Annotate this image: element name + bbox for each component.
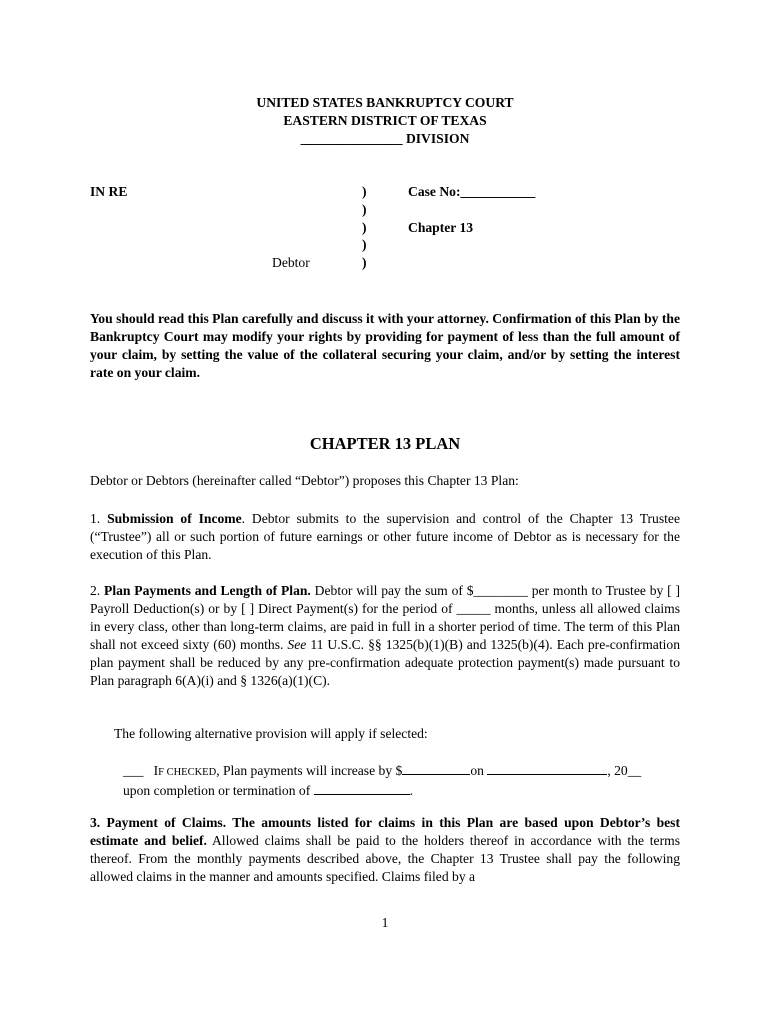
caption-paren: ) <box>362 219 367 235</box>
caption-parens <box>362 183 367 272</box>
section-2-number: 2. <box>90 583 101 598</box>
section-1-heading: Submission of Income <box>107 511 242 526</box>
section-3-heading: . Payment of Claims. The amounts listed for claims in this Plan are based upon Debtor’s best estimate and belief. <box>90 815 680 848</box>
section-2-paragraph <box>90 582 680 690</box>
division-name: _______________ DIVISION <box>300 131 470 146</box>
caption-paren: ) <box>362 201 367 217</box>
debtor-label: Debtor <box>272 255 310 270</box>
caption-paren: ) <box>362 184 367 199</box>
section-1-paragraph <box>90 510 680 564</box>
intro-paragraph: Debtor or Debtors (hereinafter called “Debtor”) proposes this Chapter 13 Plan: <box>90 473 519 488</box>
page-number: 1 <box>381 915 389 930</box>
year-label: , 20__ <box>607 763 642 778</box>
case-number: Case No:___________ <box>408 184 536 199</box>
caption-paren: ) <box>362 237 367 253</box>
alternative-provision: The following alternative provision will apply if selected: <box>114 726 428 741</box>
district-name: EASTERN DISTRICT OF TEXAS <box>283 113 487 128</box>
section-3-paragraph <box>90 814 680 886</box>
attorney-notice: You should read this Plan carefully and discuss it with your attorney. Confirmation of this Plan by the Bankruptcy Court may modify your rights by providing for payment of less than the full amount of your claim, by setting the value of the collateral securing your claim, and/or by setting the interest rate on your claim. <box>90 311 680 380</box>
on-label: on <box>470 763 484 778</box>
see-citation: See <box>287 637 307 652</box>
section-3-text: Allowed claims shall be paid to the holders thereof in accordance with the terms thereof. From the monthly payments described above, the Chapter 13 Trustee shall pay the following allowed claims in the manner and amounts specified. Claims filed by a <box>90 833 680 884</box>
if-checked-label: IF CHECKED <box>153 763 217 778</box>
increase-amount-blank[interactable] <box>402 762 470 775</box>
chapter-label: Chapter 13 <box>408 220 474 235</box>
section-3-number: 3 <box>90 815 97 830</box>
increase-text: , Plan payments will increase by $ <box>216 763 403 778</box>
alternative-option <box>123 762 683 800</box>
termination-blank[interactable] <box>314 782 410 795</box>
section-2-text-a: Debtor will pay the sum of $________ per month to Trustee by [ ] Payroll Deduction(s) or by [ ] Direct Payment(s) for the period of _____ months, unless all allowed claims in every class, other than long-term claims, are paid in full in a shorter period of time. The term of this Plan shall not exceed sixty (60) months. <box>90 583 680 652</box>
completion-text: upon completion or termination of <box>123 783 314 798</box>
increase-date-blank[interactable] <box>487 762 607 775</box>
section-2-heading: Plan Payments and Length of Plan. <box>104 583 311 598</box>
court-name: UNITED STATES BANKRUPTCY COURT <box>256 95 514 110</box>
section-2-text-b: 11 U.S.C. §§ 1325(b)(1)(B) and 1325(b)(4). Each pre-confirmation plan payment shall be reduced by any pre-confirmation adequate protection payment(s) made pursuant to Plan paragraph 6(A)(i) and § 1326(a)(1)(C). <box>90 637 680 688</box>
period-mark: . <box>409 783 414 798</box>
in-re-label: IN RE <box>90 184 128 199</box>
section-1-text: . Debtor submits to the supervision and control of the Chapter 13 Trustee (“Trustee”) all or such portion of future earnings or other future income of Debtor as is necessary for the execution of this Plan. <box>90 511 680 562</box>
case-info <box>408 183 535 237</box>
checkbox-blank[interactable]: ___ <box>123 763 144 778</box>
court-header <box>0 94 770 148</box>
caption-paren: ) <box>362 255 367 271</box>
plan-title: CHAPTER 13 PLAN <box>309 434 461 453</box>
section-1-number: 1. <box>90 511 101 526</box>
